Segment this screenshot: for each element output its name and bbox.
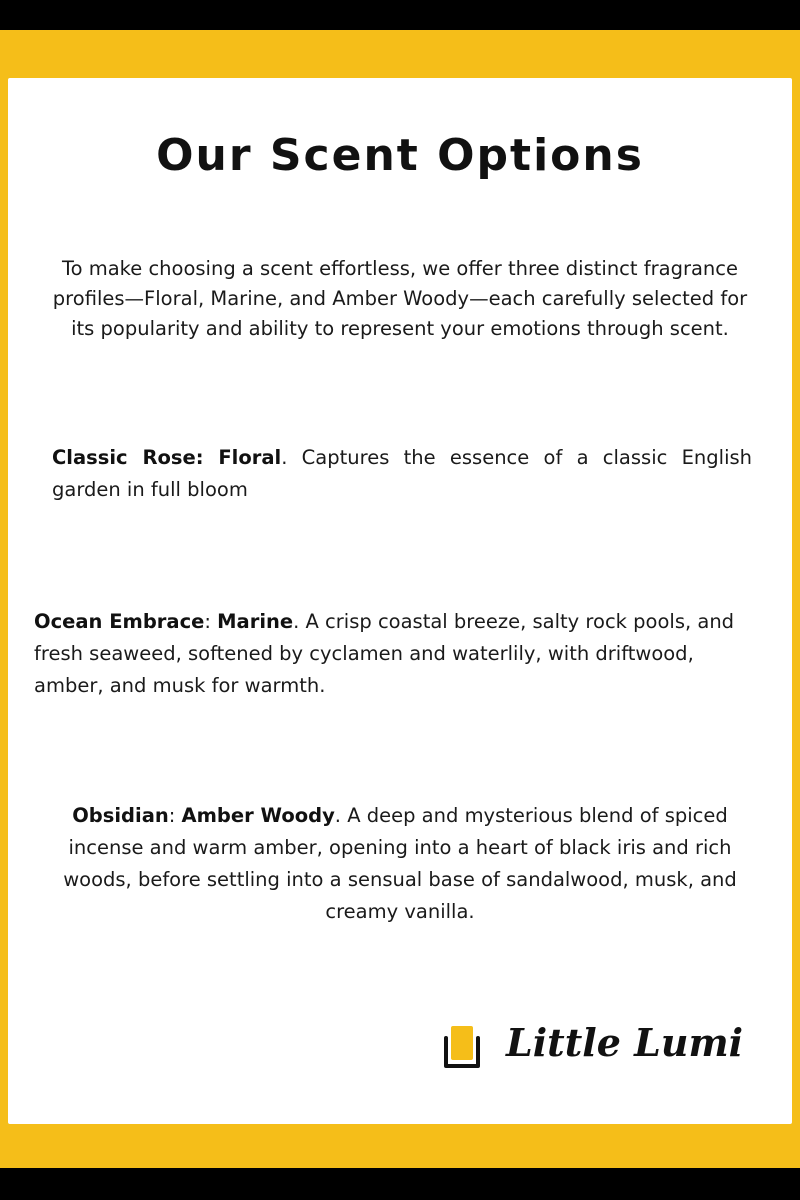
- scent-ocean-embrace: [34, 606, 764, 702]
- candle-icon: [442, 1022, 482, 1070]
- scent-name: Ocean Embrace: [34, 610, 205, 633]
- scent-profile: Amber Woody: [181, 804, 335, 827]
- scent-obsidian: [34, 800, 766, 928]
- brand-name: Little Lumi: [506, 1020, 744, 1065]
- intro-paragraph: To make choosing a scent effortless, we offer three distinct fragrance profiles—Floral, Marine, and Amber Woody—each carefully selected for its popularity and ability to represent your emotions through scent.: [52, 257, 748, 340]
- scent-profile: Marine: [217, 610, 294, 633]
- scent-classic-rose: [52, 442, 752, 506]
- scent-description: . Captures the essence of a classic English garden in full bloom: [52, 446, 753, 501]
- scent-name: Classic Rose: Floral: [52, 446, 282, 469]
- scent-separator: :: [204, 610, 218, 633]
- brand-logo: [442, 1018, 742, 1074]
- scent-description: . A deep and mysterious blend of spiced incense and warm amber, opening into a heart of black iris and rich woods, before settling into a sensual base of sandalwood, musk, and creamy vanilla.: [63, 804, 737, 923]
- scent-separator: :: [168, 804, 182, 827]
- scent-description: . A crisp coastal breeze, salty rock pools, and fresh seaweed, softened by cyclamen and waterlily, with driftwood, amber, and musk for warmth.: [34, 610, 735, 697]
- content-card: [8, 78, 792, 1124]
- page-title: Our Scent Options: [156, 130, 644, 181]
- scent-name: Obsidian: [72, 804, 169, 827]
